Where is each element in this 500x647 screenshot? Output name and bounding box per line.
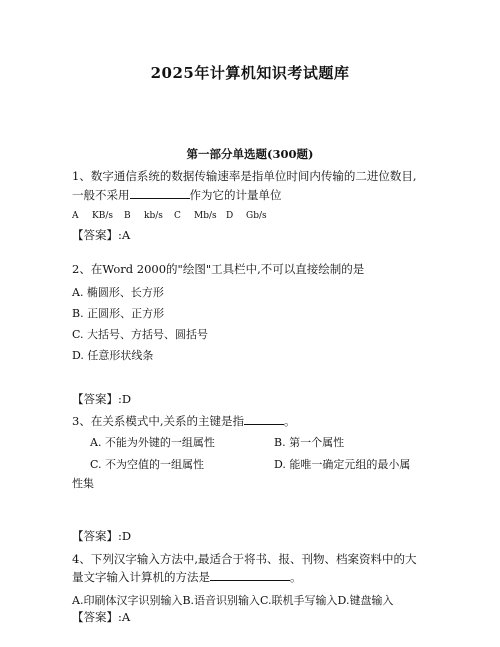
q1-option-value: kb/s: [144, 211, 163, 221]
q2-option-d: D. 任意形状线条: [72, 349, 154, 362]
q2-option-b: B. 正圆形、正方形: [72, 307, 165, 320]
q1-option-value: KB/s: [92, 211, 113, 221]
q3-answer: 【答案】:D: [72, 529, 132, 543]
q2-stem: 2、在Word 2000的"绘图"工具栏中,不可以直接绘制的是: [72, 262, 365, 276]
q1-option-label: C: [174, 211, 181, 221]
q4-answer-blank: [210, 570, 290, 581]
q4-options: A.印刷体汉字识别输入B.语音识别输入C.联机手写输入D.键盘输入: [72, 594, 394, 607]
page-title: 2025年计算机知识考试题库: [150, 64, 350, 82]
q3-answer-blank: [244, 414, 284, 425]
q3-stem-after-blank: 。: [283, 414, 296, 428]
q3-option-d: D. 能唯一确定元组的最小属: [274, 458, 411, 471]
q3-stem: [72, 413, 295, 429]
q1-stem-line1: 1、数字通信系统的数据传输速率是指单位时间内传输的二进位数目,: [72, 169, 417, 183]
q1-stem-before-blank: 一般不采用: [72, 188, 130, 202]
q4-stem-line1: 4、下列汉字输入方法中,最适合于将书、报、刊物、档案资料中的大: [72, 552, 417, 566]
q2-option-c: C. 大括号、方括号、圆括号: [72, 328, 209, 341]
q3-option-b: B. 第一个属性: [274, 436, 345, 449]
section-heading: 第一部分单选题(300题): [186, 147, 314, 161]
q3-option-d-continued: 性集: [72, 477, 94, 490]
q2-answer: 【答案】:D: [72, 392, 132, 406]
q1-option-value: Gb/s: [246, 211, 267, 221]
q3-option-a: A. 不能为外键的一组属性: [90, 436, 215, 449]
q1-option-label: A: [72, 211, 79, 221]
q4-stem-before-blank: 量文字输入计算机的方法是: [72, 570, 210, 584]
q1-answer-blank: [130, 188, 190, 199]
q1-options: [72, 211, 267, 221]
q1-option-label: B: [124, 211, 131, 221]
q3-option-c: C. 不为空值的一组属性: [90, 458, 205, 471]
q1-stem-line2: [72, 187, 282, 203]
q4-stem-line2: [72, 569, 302, 585]
q4-answer: 【答案】:A: [72, 610, 131, 624]
q1-option-label: D: [226, 211, 234, 221]
q1-answer: 【答案】:A: [72, 228, 131, 242]
q2-option-a: A. 椭圆形、长方形: [72, 286, 164, 299]
q3-stem-before-blank: 3、在关系模式中,关系的主键是指: [72, 414, 244, 428]
q4-stem-after-blank: 。: [290, 570, 302, 584]
q1-stem-after-blank: 作为它的计量单位: [189, 188, 282, 202]
q1-option-value: Mb/s: [194, 211, 217, 221]
